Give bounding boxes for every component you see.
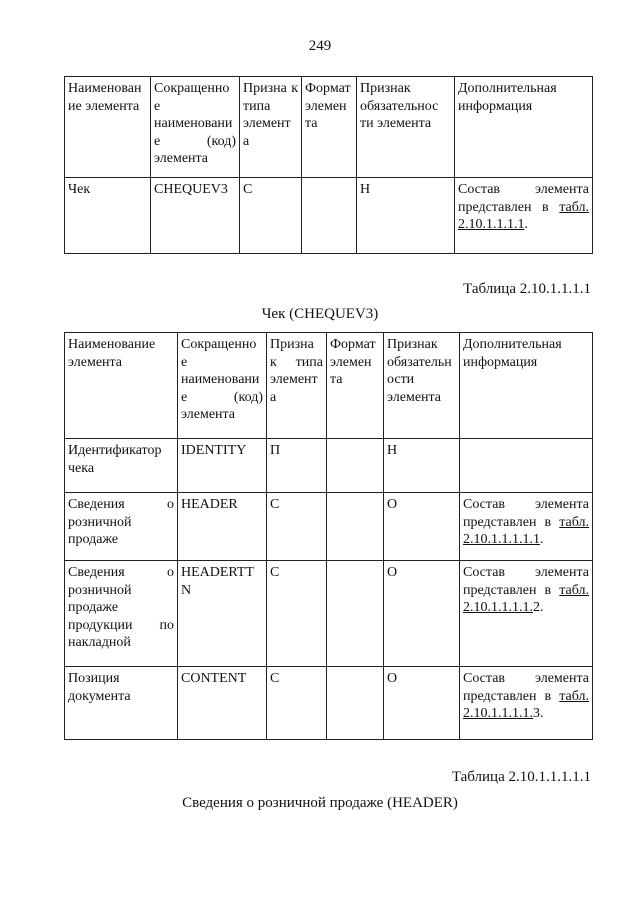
cell-required: Н <box>384 439 460 493</box>
cell-name: Позиция документа <box>65 667 178 740</box>
header-cell-required: Признак обязательнос ти элемента <box>357 77 455 178</box>
table-ref-link[interactable]: 2.10.1.1.1.1.1 <box>463 532 540 547</box>
header-cell-name: Наименован ие элемента <box>65 77 151 178</box>
header-cell-type: Призна к типа элемент а <box>267 333 327 439</box>
header-cell-required: Признак обязательн ости элемента <box>384 333 460 439</box>
table-ref-link[interactable]: 2.10.1.1.1.1 <box>458 217 525 232</box>
cell-name: Идентификатор чека <box>65 439 178 493</box>
cell-info: Состав элемента представлен в табл. 2.10.1.1.1.1.2. <box>460 561 593 667</box>
cell-code: HEADER <box>178 493 267 561</box>
cell-info: Состав элемента представлен в табл. 2.10.1.1.1.1.3. <box>460 667 593 740</box>
table-row <box>65 178 593 254</box>
cell-name: Сведения о розничной продаже <box>65 493 178 561</box>
cell-format <box>327 439 384 493</box>
header-cell-code: Сокращенно е наименовани е (код) элемента <box>151 77 240 178</box>
ref-prefix[interactable]: табл. <box>559 582 590 598</box>
cell-format <box>327 493 384 561</box>
cell-code: CHEQUEV3 <box>151 178 240 254</box>
header-cell-name: Наименование элемента <box>65 333 178 439</box>
cell-info: Состав элемента представлен в табл. 2.10.1.1.1.1.1. <box>460 493 593 561</box>
table-chequev3-parent <box>64 76 593 254</box>
cell-info <box>460 439 593 493</box>
cell-code: CONTENT <box>178 667 267 740</box>
cell-name: Сведения о розничной продаже продукции по накладной <box>65 561 178 667</box>
header-cell-type: Призна к типа элемент а <box>240 77 302 178</box>
table-row <box>65 439 593 493</box>
table-header-row <box>65 333 593 439</box>
cell-code: HEADERTT N <box>178 561 267 667</box>
cell-required: О <box>384 493 460 561</box>
table-caption-number: Таблица 2.10.1.1.1.1.1 <box>451 769 591 785</box>
table-header-row <box>65 77 593 178</box>
header-cell-format: Формат элемен та <box>302 77 357 178</box>
table-ref-link[interactable]: 2.10.1.1.1.1. <box>463 600 533 615</box>
cell-required: О <box>384 667 460 740</box>
cell-type: С <box>267 493 327 561</box>
cell-required: Н <box>357 178 455 254</box>
table-row <box>65 667 593 740</box>
table-caption-number: Таблица 2.10.1.1.1.1 <box>463 281 591 297</box>
cell-format <box>302 178 357 254</box>
ref-prefix[interactable]: табл. <box>559 688 590 704</box>
page-number: 249 <box>308 38 332 54</box>
cell-type: С <box>267 667 327 740</box>
table-caption-title: Чек (CHEQUEV3) <box>261 306 379 322</box>
table-row <box>65 561 593 667</box>
header-cell-format: Формат элемен та <box>327 333 384 439</box>
header-cell-code: Сокращенно е наименовани е (код) элемента <box>178 333 267 439</box>
cell-type: П <box>267 439 327 493</box>
cell-format <box>327 561 384 667</box>
ref-prefix[interactable]: табл. <box>559 199 590 215</box>
table-caption-title: Сведения о розничной продаже (HEADER) <box>182 795 458 811</box>
table-ref-link[interactable]: 2.10.1.1.1.1. <box>463 706 533 721</box>
table-chequev3 <box>64 332 593 740</box>
cell-code: IDENTITY <box>178 439 267 493</box>
ref-prefix[interactable]: табл. <box>559 514 590 530</box>
cell-name: Чек <box>65 178 151 254</box>
cell-type: С <box>267 561 327 667</box>
table-row <box>65 493 593 561</box>
cell-type: С <box>240 178 302 254</box>
cell-format <box>327 667 384 740</box>
cell-info: Состав элемента представлен в табл. 2.10.1.1.1.1. <box>455 178 593 254</box>
header-cell-info: Дополнительная информация <box>455 77 593 178</box>
header-cell-info: Дополнительная информация <box>460 333 593 439</box>
cell-required: О <box>384 561 460 667</box>
